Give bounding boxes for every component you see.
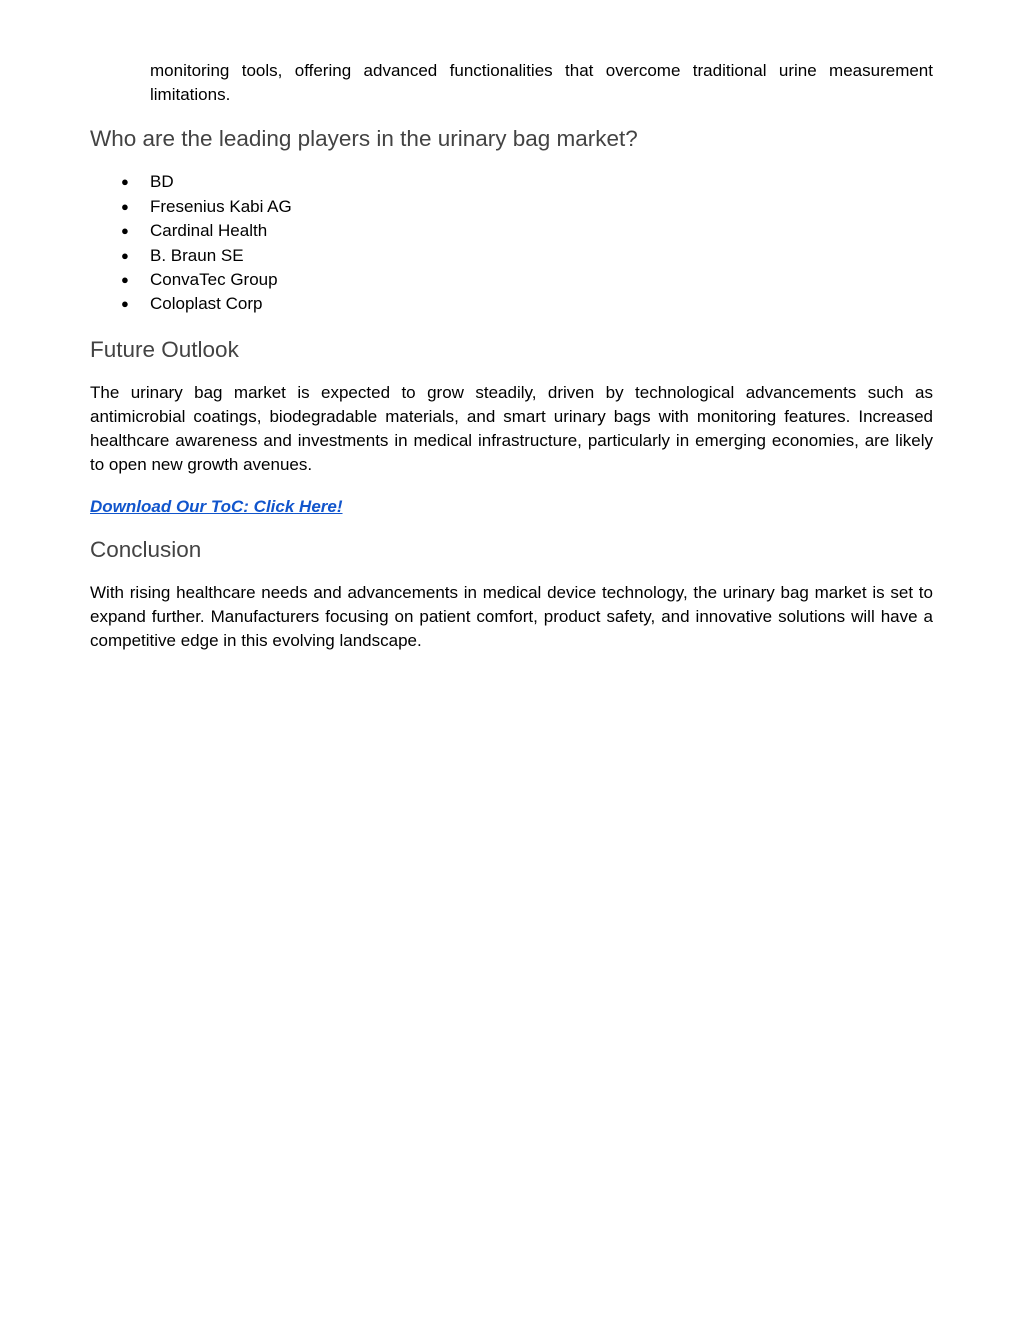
intro-continuation-text: monitoring tools, offering advanced functionalities that overcome traditional urine measurement limitations. [150,61,933,105]
leading-players-list [90,170,933,316]
list-item [90,170,933,194]
bullet-icon: ● [121,296,129,312]
bullet-icon: ● [121,247,129,263]
list-item-label: ConvaTec Group [150,270,278,290]
list-item-label: Coloplast Corp [150,294,263,314]
conclusion-body: With rising healthcare needs and advancements in medical device technology, the urinary bag market is set to expand further. Manufacturers focusing on patient comfort, product safety, and innovative solutions will have a competitive edge in this evolving landscape. [90,582,933,651]
list-item-label: B. Braun SE [150,245,244,265]
list-item-label: Cardinal Health [150,221,268,241]
future-outlook-body: The urinary bag market is expected to grow steadily, driven by technological advancements such as antimicrobial coatings, biodegradable materials, and smart urinary bags with monitoring features. Increased healthcare awareness and investments in medical infrastructure, particularly in emerging economies, are likely to open new growth avenues. [90,382,933,475]
download-toc-link[interactable]: Download Our ToC: Click Here! [90,496,343,516]
list-item [90,195,933,219]
document-content [90,59,933,653]
list-item [90,219,933,243]
bullet-icon: ● [121,223,129,239]
list-item-label: BD [150,172,174,192]
conclusion-heading: Conclusion [90,536,202,562]
list-item [90,292,933,316]
bullet-icon: ● [121,174,129,190]
toc-link-paragraph [90,495,933,519]
list-item [90,244,933,268]
bullet-icon: ● [121,198,129,214]
list-item [90,268,933,292]
future-outlook-heading: Future Outlook [90,336,239,362]
bullet-icon: ● [121,272,129,288]
list-item-label: Fresenius Kabi AG [150,196,292,216]
leading-players-heading: Who are the leading players in the urinary bag market? [90,126,638,152]
